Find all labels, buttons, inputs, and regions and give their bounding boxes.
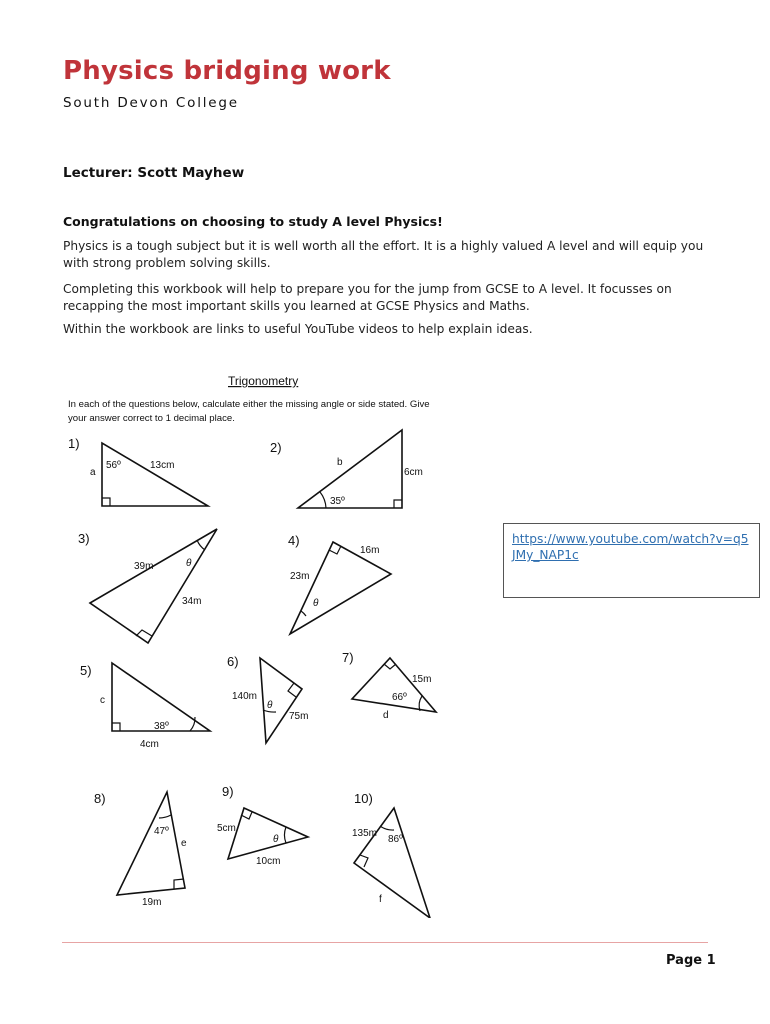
triangle-q2 xyxy=(298,430,402,508)
side-label: 10cm xyxy=(256,856,281,867)
question-number: 8) xyxy=(94,791,106,806)
page-number: Page 1 xyxy=(666,953,716,968)
youtube-link[interactable]: https://www.youtube.com/watch?v=q5JMy_NAP1c xyxy=(512,532,749,562)
side-label: 23m xyxy=(290,571,310,582)
side-label: d xyxy=(383,710,389,721)
worksheet-instructions: your answer correct to 1 decimal place. xyxy=(68,413,235,424)
footer-divider xyxy=(62,942,708,943)
video-link-box xyxy=(503,523,760,598)
question-number: 5) xyxy=(80,663,92,678)
intro-paragraph: Within the workbook are links to useful YouTube videos to help explain ideas. xyxy=(63,322,533,336)
side-label: f xyxy=(379,894,382,905)
side-label: 19m xyxy=(142,897,162,908)
question-number: 4) xyxy=(288,533,300,548)
worksheet-title: Trigonometry xyxy=(228,374,299,388)
side-label: 16m xyxy=(360,545,380,556)
worksheet-instructions: In each of the questions below, calculate either the missing angle or side stated. Give xyxy=(68,399,430,410)
side-label: 6cm xyxy=(404,467,423,478)
side-label: e xyxy=(181,838,187,849)
side-label: 4cm xyxy=(140,739,159,750)
question-number: 9) xyxy=(222,784,234,799)
side-label: 39m xyxy=(134,561,154,572)
side-label: b xyxy=(337,457,343,468)
college-name: South Devon College xyxy=(63,95,239,111)
side-label: a xyxy=(90,467,96,478)
angle-label: 47º xyxy=(154,826,169,837)
intro-heading: Congratulations on choosing to study A level Physics! xyxy=(63,214,443,229)
angle-label: 56º xyxy=(106,460,121,471)
question-number: 2) xyxy=(270,440,282,455)
lecturer-name: Lecturer: Scott Mayhew xyxy=(63,165,245,181)
question-number: 3) xyxy=(78,531,90,546)
trigonometry-worksheet xyxy=(60,368,460,918)
intro-paragraph: Physics is a tough subject but it is well worth all the effort. It is a highly valued A level and will equip you with strong problem solving skills. xyxy=(63,239,704,270)
question-number: 7) xyxy=(342,650,354,665)
triangle-q9 xyxy=(228,808,308,859)
angle-label: θ xyxy=(273,834,279,845)
side-label: 140m xyxy=(232,691,258,702)
angle-label: θ xyxy=(267,700,273,711)
question-number: 6) xyxy=(227,654,239,669)
side-label: 15m xyxy=(412,674,432,685)
side-label: 13cm xyxy=(150,460,175,471)
side-label: 75m xyxy=(289,711,309,722)
side-label: c xyxy=(100,695,105,706)
intro-paragraph: Completing this workbook will help to prepare you for the jump from GCSE to A level. It focusses on recapping the most important skills you learned at GCSE Physics and Maths. xyxy=(63,282,672,313)
angle-label: 86º xyxy=(388,834,403,845)
side-label: 34m xyxy=(182,596,202,607)
side-label: 5cm xyxy=(217,823,236,834)
angle-label: 35º xyxy=(330,496,345,507)
question-number: 10) xyxy=(354,791,373,806)
triangle-q3 xyxy=(90,529,217,643)
side-label: 135m xyxy=(352,828,378,839)
question-number: 1) xyxy=(68,436,80,451)
angle-label: θ xyxy=(186,558,192,569)
angle-label: θ xyxy=(313,598,319,609)
angle-label: 38º xyxy=(154,721,169,732)
angle-label: 66º xyxy=(392,692,407,703)
document-title: Physics bridging work xyxy=(63,56,391,86)
triangle-q1 xyxy=(102,443,208,506)
